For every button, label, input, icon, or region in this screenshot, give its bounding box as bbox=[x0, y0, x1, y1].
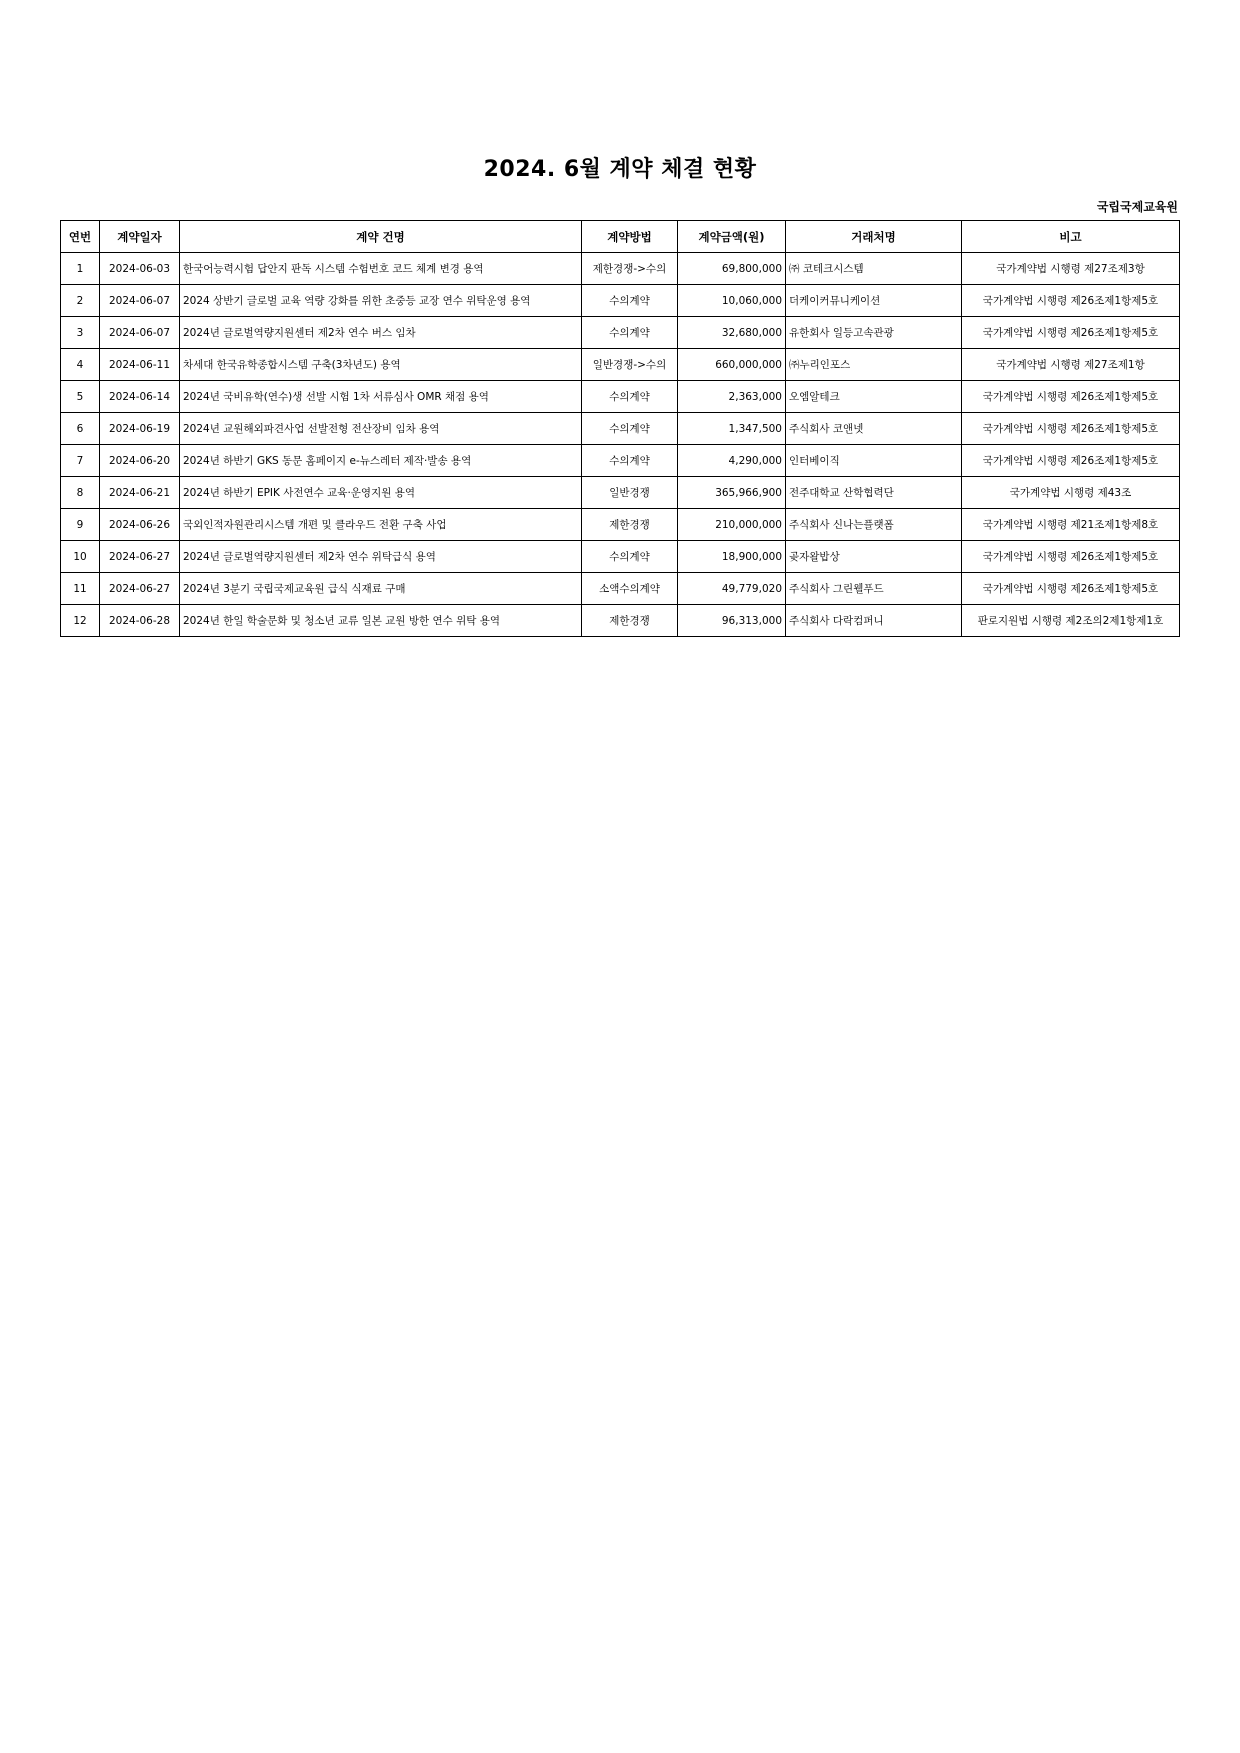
amount-cell: 18,900,000 bbox=[678, 541, 786, 573]
remarks-cell: 국가계약법 시행령 제26조제1항제5호 bbox=[962, 285, 1180, 317]
table-header-row bbox=[61, 221, 1180, 253]
amount-cell: 365,966,900 bbox=[678, 477, 786, 509]
serial-cell: 3 bbox=[61, 317, 100, 349]
amount-cell: 2,363,000 bbox=[678, 381, 786, 413]
vendor-cell: 곶자왈밥상 bbox=[786, 541, 962, 573]
vendor-cell: 인터베이직 bbox=[786, 445, 962, 477]
contract-name-cell: 한국어능력시험 답안지 판독 시스템 수험번호 코드 체계 변경 용역 bbox=[180, 253, 582, 285]
date-cell: 2024-06-26 bbox=[100, 509, 180, 541]
amount-cell: 69,800,000 bbox=[678, 253, 786, 285]
vendor-cell: 주식회사 그린웰푸드 bbox=[786, 573, 962, 605]
method-cell: 수의계약 bbox=[582, 285, 678, 317]
organization-name: 국립국제교육원 bbox=[1096, 200, 1178, 214]
remarks-cell: 국가계약법 시행령 제26조제1항제5호 bbox=[962, 317, 1180, 349]
date-cell: 2024-06-19 bbox=[100, 413, 180, 445]
table-row bbox=[61, 349, 1180, 381]
date-cell: 2024-06-27 bbox=[100, 541, 180, 573]
date-cell: 2024-06-21 bbox=[100, 477, 180, 509]
contract-name-cell: 2024년 교원해외파견사업 선발전형 전산장비 임차 용역 bbox=[180, 413, 582, 445]
method-cell: 수의계약 bbox=[582, 381, 678, 413]
contract-name-cell: 2024년 한일 학술문화 및 청소년 교류 일본 교원 방한 연수 위탁 용역 bbox=[180, 605, 582, 637]
remarks-cell: 국가계약법 시행령 제26조제1항제5호 bbox=[962, 445, 1180, 477]
table-row bbox=[61, 285, 1180, 317]
vendor-cell: ㈜누리인포스 bbox=[786, 349, 962, 381]
header-contract-method: 계약방법 bbox=[582, 221, 678, 253]
serial-cell: 10 bbox=[61, 541, 100, 573]
method-cell: 일반경쟁 bbox=[582, 477, 678, 509]
vendor-cell: 더케이커뮤니케이션 bbox=[786, 285, 962, 317]
date-cell: 2024-06-03 bbox=[100, 253, 180, 285]
date-cell: 2024-06-11 bbox=[100, 349, 180, 381]
amount-cell: 4,290,000 bbox=[678, 445, 786, 477]
amount-cell: 660,000,000 bbox=[678, 349, 786, 381]
contract-name-cell: 2024년 하반기 EPIK 사전연수 교육·운영지원 용역 bbox=[180, 477, 582, 509]
amount-cell: 1,347,500 bbox=[678, 413, 786, 445]
vendor-cell: 주식회사 신나는플랫폼 bbox=[786, 509, 962, 541]
amount-cell: 32,680,000 bbox=[678, 317, 786, 349]
table-row bbox=[61, 605, 1180, 637]
serial-cell: 8 bbox=[61, 477, 100, 509]
contracts-table bbox=[60, 220, 1180, 637]
method-cell: 수의계약 bbox=[582, 413, 678, 445]
header-contract-name: 계약 건명 bbox=[180, 221, 582, 253]
serial-cell: 4 bbox=[61, 349, 100, 381]
remarks-cell: 국가계약법 시행령 제27조제1항 bbox=[962, 349, 1180, 381]
table-row bbox=[61, 509, 1180, 541]
method-cell: 일반경쟁->수의 bbox=[582, 349, 678, 381]
table-row bbox=[61, 573, 1180, 605]
method-cell: 제한경쟁 bbox=[582, 509, 678, 541]
serial-cell: 7 bbox=[61, 445, 100, 477]
header-remarks: 비고 bbox=[962, 221, 1180, 253]
serial-cell: 1 bbox=[61, 253, 100, 285]
remarks-cell: 국가계약법 시행령 제26조제1항제5호 bbox=[962, 413, 1180, 445]
table-row bbox=[61, 317, 1180, 349]
page-title: 2024. 6월 계약 체결 현황 bbox=[483, 157, 757, 182]
method-cell: 제한경쟁->수의 bbox=[582, 253, 678, 285]
remarks-cell: 판로지원법 시행령 제2조의2제1항제1호 bbox=[962, 605, 1180, 637]
vendor-cell: 전주대학교 산학협력단 bbox=[786, 477, 962, 509]
amount-cell: 49,779,020 bbox=[678, 573, 786, 605]
serial-cell: 2 bbox=[61, 285, 100, 317]
contract-name-cell: 2024년 3분기 국립국제교육원 급식 식재료 구매 bbox=[180, 573, 582, 605]
remarks-cell: 국가계약법 시행령 제26조제1항제5호 bbox=[962, 573, 1180, 605]
remarks-cell: 국가계약법 시행령 제26조제1항제5호 bbox=[962, 381, 1180, 413]
vendor-cell: 주식회사 다락컴퍼니 bbox=[786, 605, 962, 637]
table-body bbox=[61, 253, 1180, 637]
table-row bbox=[61, 541, 1180, 573]
table-row bbox=[61, 477, 1180, 509]
amount-cell: 10,060,000 bbox=[678, 285, 786, 317]
contract-name-cell: 2024년 글로벌역량지원센터 제2차 연수 버스 임차 bbox=[180, 317, 582, 349]
contract-name-cell: 2024 상반기 글로벌 교육 역량 강화를 위한 초중등 교장 연수 위탁운영 용역 bbox=[180, 285, 582, 317]
method-cell: 제한경쟁 bbox=[582, 605, 678, 637]
vendor-cell: ㈜ 코테크시스템 bbox=[786, 253, 962, 285]
date-cell: 2024-06-20 bbox=[100, 445, 180, 477]
date-cell: 2024-06-07 bbox=[100, 317, 180, 349]
table-row bbox=[61, 253, 1180, 285]
table-row bbox=[61, 381, 1180, 413]
contract-name-cell: 국외인적자원관리시스템 개편 및 클라우드 전환 구축 사업 bbox=[180, 509, 582, 541]
method-cell: 수의계약 bbox=[582, 445, 678, 477]
serial-cell: 9 bbox=[61, 509, 100, 541]
table-row bbox=[61, 445, 1180, 477]
remarks-cell: 국가계약법 시행령 제21조제1항제8호 bbox=[962, 509, 1180, 541]
method-cell: 수의계약 bbox=[582, 541, 678, 573]
header-contract-date: 계약일자 bbox=[100, 221, 180, 253]
remarks-cell: 국가계약법 시행령 제27조제3항 bbox=[962, 253, 1180, 285]
remarks-cell: 국가계약법 시행령 제43조 bbox=[962, 477, 1180, 509]
serial-cell: 12 bbox=[61, 605, 100, 637]
date-cell: 2024-06-07 bbox=[100, 285, 180, 317]
date-cell: 2024-06-14 bbox=[100, 381, 180, 413]
remarks-cell: 국가계약법 시행령 제26조제1항제5호 bbox=[962, 541, 1180, 573]
amount-cell: 96,313,000 bbox=[678, 605, 786, 637]
serial-cell: 11 bbox=[61, 573, 100, 605]
table-row bbox=[61, 413, 1180, 445]
serial-cell: 6 bbox=[61, 413, 100, 445]
contract-name-cell: 2024년 글로벌역량지원센터 제2차 연수 위탁급식 용역 bbox=[180, 541, 582, 573]
method-cell: 소액수의계약 bbox=[582, 573, 678, 605]
contract-name-cell: 2024년 하반기 GKS 동문 홈페이지 e-뉴스레터 제작·발송 용역 bbox=[180, 445, 582, 477]
date-cell: 2024-06-27 bbox=[100, 573, 180, 605]
contract-name-cell: 2024년 국비유학(연수)생 선발 시험 1차 서류심사 OMR 채점 용역 bbox=[180, 381, 582, 413]
header-serial: 연번 bbox=[61, 221, 100, 253]
contract-name-cell: 차세대 한국유학종합시스템 구축(3차년도) 용역 bbox=[180, 349, 582, 381]
amount-cell: 210,000,000 bbox=[678, 509, 786, 541]
method-cell: 수의계약 bbox=[582, 317, 678, 349]
serial-cell: 5 bbox=[61, 381, 100, 413]
header-contract-amount: 계약금액(원) bbox=[678, 221, 786, 253]
vendor-cell: 유한회사 일등고속관광 bbox=[786, 317, 962, 349]
vendor-cell: 주식회사 코앤넷 bbox=[786, 413, 962, 445]
vendor-cell: 오엠알테크 bbox=[786, 381, 962, 413]
date-cell: 2024-06-28 bbox=[100, 605, 180, 637]
header-vendor: 거래처명 bbox=[786, 221, 962, 253]
